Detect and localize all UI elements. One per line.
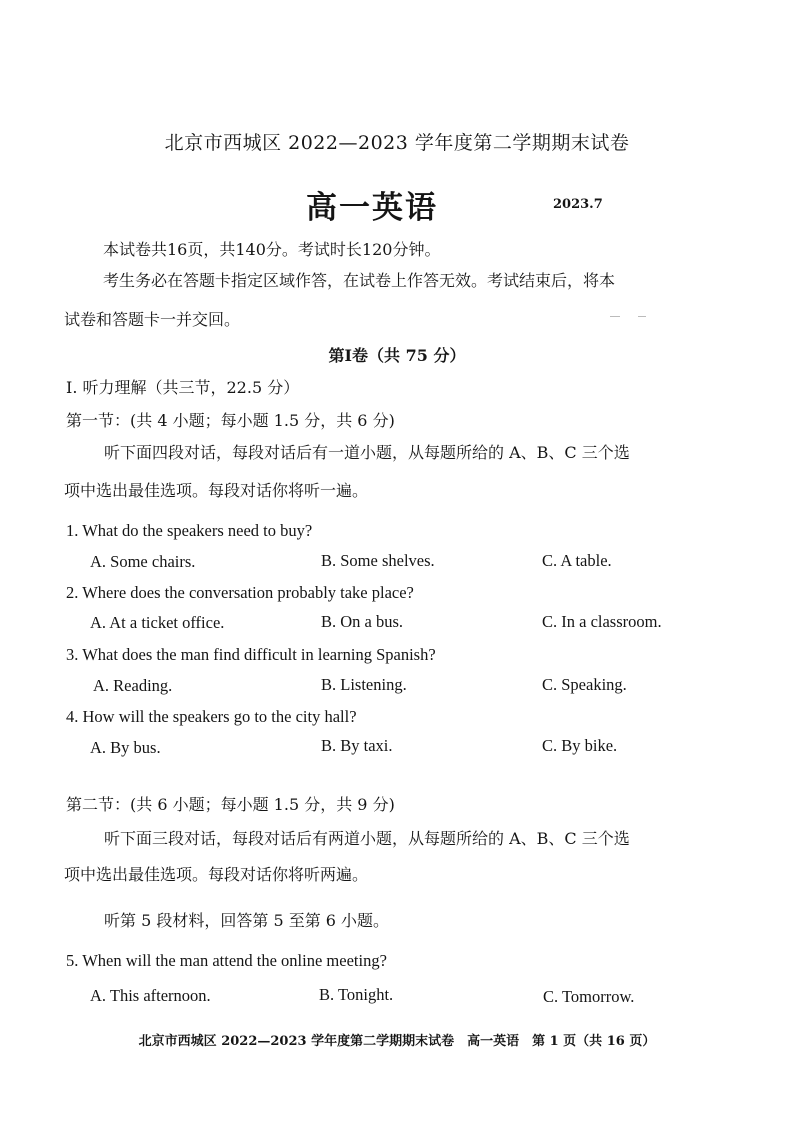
option-c: C. Tomorrow. (543, 987, 635, 1006)
question-2: 2. Where does the conversation probably take place? (66, 583, 414, 602)
section-title: I. 听力理解（共三节，22.5 分） (66, 378, 300, 397)
intro-line-2a: 考生务必在答题卡指定区域作答，在试卷上作答无效。考试结束后，将本 (103, 271, 616, 290)
scan-mark (638, 316, 646, 317)
option-a: A. Some chairs. (90, 552, 196, 571)
option-a: A. At a ticket office. (90, 613, 225, 632)
option-c: C. Speaking. (542, 675, 627, 694)
subject-title: 高一英语 (306, 190, 438, 226)
subsection-1-instructions-a: 听下面四段对话，每段对话后有一道小题，从每题所给的 A、B、C 三个选 (104, 443, 630, 462)
subsection-1-title: 第一节：(共 4 小题；每小题 1.5 分，共 6 分) (66, 411, 395, 430)
scan-mark (610, 316, 620, 317)
subsection-1-instructions-b: 项中选出最佳选项。每段对话你将听一遍。 (64, 481, 369, 500)
option-a: A. By bus. (90, 738, 161, 757)
subsection-2-instructions-b: 项中选出最佳选项。每段对话你将听两遍。 (64, 865, 369, 884)
intro-line-1: 本试卷共16页，共140分。考试时长120分钟。 (103, 240, 441, 259)
subsection-2-title: 第二节：(共 6 小题；每小题 1.5 分，共 9 分) (66, 795, 395, 814)
option-a: A. This afternoon. (90, 986, 211, 1005)
option-b: B. On a bus. (321, 612, 404, 631)
subsection-2-instructions-a: 听下面三段对话，每段对话后有两道小题，从每题所给的 A、B、C 三个选 (104, 829, 630, 848)
option-b: B. Listening. (321, 675, 407, 694)
question-4: 4. How will the speakers go to the city hall? (66, 707, 357, 726)
part-heading: 第Ⅰ卷（共 75 分） (328, 346, 466, 365)
question-3: 3. What does the man find difficult in learning Spanish? (66, 645, 436, 664)
intro-line-2b: 试卷和答题卡一并交回。 (64, 310, 241, 329)
page-footer: 北京市西城区 2022—2023 学年度第二学期期末试卷 高一英语 第 1 页（共 16 页） (138, 1034, 656, 1049)
exam-title: 北京市西城区 2022—2023 学年度第二学期期末试卷 (164, 132, 630, 154)
option-b: B. By taxi. (321, 736, 393, 755)
option-a: A. Reading. (93, 676, 173, 695)
option-c: C. A table. (542, 551, 612, 570)
question-1: 1. What do the speakers need to buy? (66, 521, 313, 540)
option-c: C. In a classroom. (542, 612, 662, 631)
exam-date: 2023.7 (553, 197, 603, 212)
option-b: B. Tonight. (319, 985, 394, 1004)
question-5: 5. When will the man attend the online meeting? (66, 951, 387, 970)
option-c: C. By bike. (542, 736, 618, 755)
material-instruction: 听第 5 段材料，回答第 5 至第 6 小题。 (104, 911, 390, 930)
option-b: B. Some shelves. (321, 551, 435, 570)
